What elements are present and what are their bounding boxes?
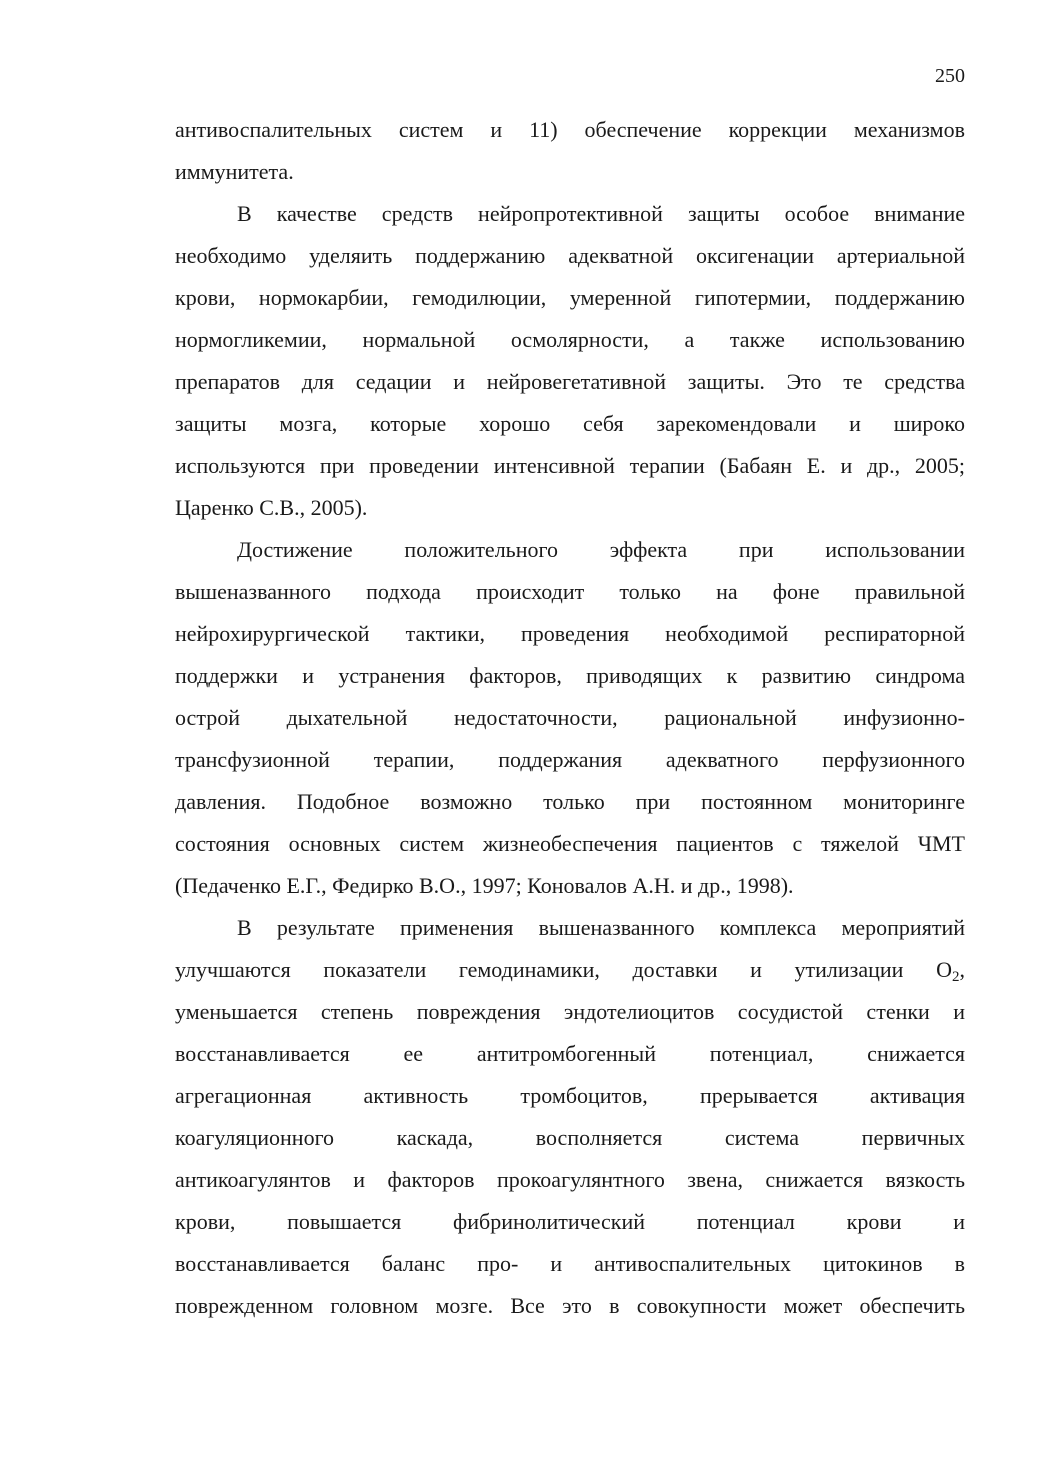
paragraph [175, 907, 965, 1327]
text-line: острой дыхательной недостаточности, рациональной инфузионно- [175, 705, 965, 730]
body-text [175, 109, 965, 1327]
text-line: используются при проведении интенсивной терапии (Бабаян Е. и др., 2005; [175, 453, 965, 478]
text-line: необходимо уделяить поддержанию адекватной оксигенации артериальной [175, 243, 965, 268]
paragraph [175, 193, 965, 529]
page-number: 250 [935, 65, 965, 87]
paragraph [175, 529, 965, 907]
text-line: защиты мозга, которые хорошо себя зарекомендовали и широко [175, 411, 965, 436]
text-line: нормогликемии, нормальной осмолярности, а также использованию [175, 327, 965, 352]
text-line: (Педаченко Е.Г., Федирко В.О., 1997; Коновалов А.Н. и др., 1998). [175, 873, 794, 898]
text-line: поддержки и устранения факторов, приводящих к развитию синдрома [175, 663, 965, 688]
paragraph [175, 109, 965, 193]
text-line: Достижение положительного эффекта при использовании [237, 537, 965, 562]
text-line: антивоспалительных систем и 11) обеспечение коррекции механизмов [175, 117, 965, 142]
text-line: уменьшается степень повреждения эндотелиоцитов сосудистой стенки и [175, 999, 965, 1024]
text-line: В результате применения вышеназванного комплекса мероприятий [237, 915, 965, 940]
text-line: Царенко С.В., 2005). [175, 495, 368, 520]
text-line: улучшаются показатели гемодинамики, доставки и утилизации $O_2$, [175, 957, 965, 985]
text-line: вышеназванного подхода происходит только на фоне правильной [175, 579, 965, 604]
text-line: крови, нормокарбии, гемодилюции, умеренной гипотермии, поддержанию [175, 285, 965, 310]
text-line: поврежденном головном мозге. Все это в совокупности может обеспечить [175, 1293, 965, 1318]
subscript: 2 [952, 969, 960, 985]
text-line: агрегационная активность тромбоцитов, прерывается активация [175, 1083, 965, 1108]
text-line: нейрохирургической тактики, проведения необходимой респираторной [175, 621, 965, 646]
text-line: трансфузионной терапии, поддержания адекватного перфузионного [175, 747, 965, 772]
text-line: восстанавливается ее антитромбогенный потенциал, снижается [175, 1041, 965, 1066]
text-line: коагуляционного каскада, восполняется система первичных [175, 1125, 965, 1150]
text-line: восстанавливается баланс про- и антивоспалительных цитокинов в [175, 1251, 965, 1276]
text-line: иммунитета. [175, 159, 294, 184]
text-line: препаратов для седации и нейровегетативной защиты. Это те средства [175, 369, 965, 394]
text-line: В качестве средств нейропротективной защиты особое внимание [237, 201, 965, 226]
text-line: антикоагулянтов и факторов прокоагулянтного звена, снижается вязкость [175, 1167, 965, 1192]
text-line: состояния основных систем жизнеобеспечения пациентов с тяжелой ЧМТ [175, 831, 965, 856]
text-line: крови, повышается фибринолитический потенциал крови и [175, 1209, 965, 1234]
text-line: давления. Подобное возможно только при постоянном мониторинге [175, 789, 965, 814]
